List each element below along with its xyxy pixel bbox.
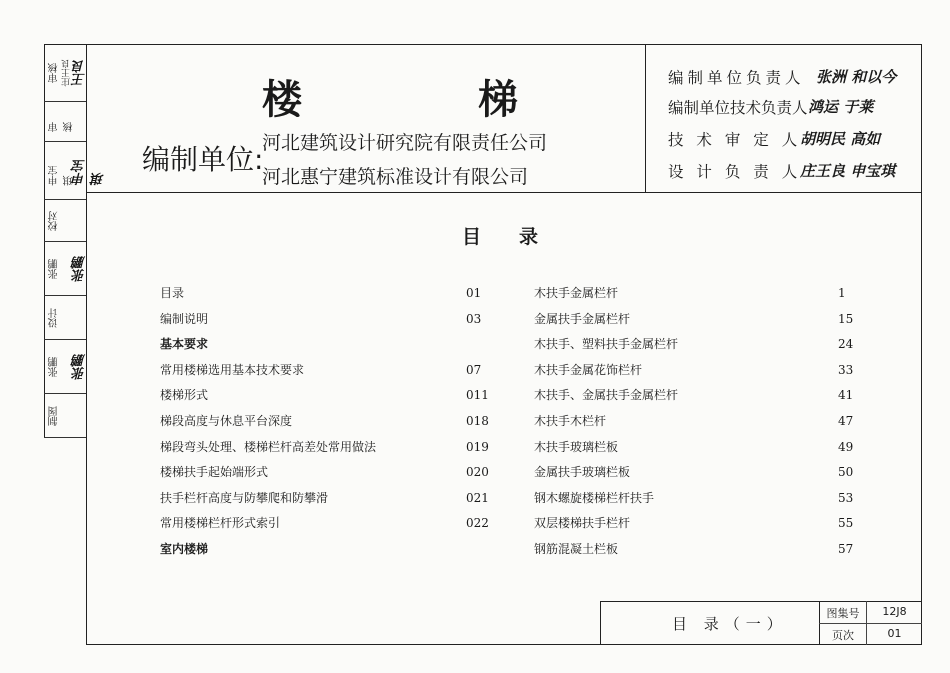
toc-right-title[interactable]: 金属扶手玻璃栏板 <box>534 465 631 480</box>
atlas-label: 图集号 <box>826 607 860 620</box>
strip-role-label: 审核 <box>49 121 75 132</box>
strip-cell-3 <box>44 200 86 242</box>
toc-left-page: 022 <box>466 516 489 531</box>
toc-right-page: 57 <box>838 542 854 556</box>
toc-left-title[interactable]: 梯段弯头处理、楼梯栏杆高差处常用做法 <box>160 439 377 454</box>
toc-left-page: 021 <box>466 490 489 505</box>
toc-left-title[interactable]: 楼梯形式 <box>160 388 209 403</box>
strip-cell-4 <box>44 242 86 296</box>
toc-left-title[interactable]: 编制说明 <box>160 311 209 326</box>
toc-left-title[interactable]: 梯段高度与休息平台深度 <box>160 414 293 428</box>
strip-cell-6 <box>44 340 86 394</box>
page-label: 页次 <box>832 629 854 642</box>
toc-right-page: 50 <box>838 465 854 480</box>
toc-left-title[interactable]: 常用楼梯栏杆形式索引 <box>160 516 281 531</box>
toc-right-page: 1 <box>838 286 846 300</box>
strip-role-label: 校对 <box>49 210 60 231</box>
strip-person-name: 庄王良 <box>62 59 72 86</box>
footer-title: 目 录（一） <box>672 615 788 633</box>
toc-right-page: 33 <box>838 362 854 377</box>
page-value: 01 <box>887 627 902 640</box>
toc-left-title[interactable]: 室内楼梯 <box>160 542 209 556</box>
toc-left-title[interactable]: 楼梯扶手起始端形式 <box>160 465 269 480</box>
resp-sign-2: 胡明民 高如 <box>800 130 881 148</box>
toc-right-title[interactable]: 钢筋混凝土栏板 <box>534 542 619 556</box>
strip-cell-0 <box>44 44 86 102</box>
resp-role-3: 设 计 负 责 人 <box>668 163 802 181</box>
strip-signature: 张鹏 <box>73 255 88 282</box>
strip-signature: 申宝琪 <box>73 158 107 185</box>
toc-right-title[interactable]: 木扶手、金属扶手金属栏杆 <box>534 388 679 403</box>
toc-left-page: 03 <box>466 311 482 326</box>
title-char-left: 楼 <box>262 77 302 123</box>
toc-right-page: 47 <box>838 414 854 428</box>
toc-left-page: 011 <box>466 388 489 403</box>
toc-heading: 目 录 <box>462 226 539 248</box>
unit-label: 编制单位: <box>142 143 264 176</box>
toc-right-page: 24 <box>838 337 854 352</box>
header-vdivider <box>645 44 646 192</box>
strip-cell-1 <box>44 102 86 142</box>
toc-right-page: 41 <box>838 388 854 403</box>
strip-role-label: 制图 <box>49 405 60 426</box>
strip-signature: 张鹏 <box>73 353 88 380</box>
resp-sign-3: 庄王良 申宝琪 <box>800 162 896 180</box>
strip-role-label: 申宝琪 <box>49 164 75 185</box>
resp-sign-1: 鸿运 于莱 <box>808 98 874 116</box>
title-block-hdivider <box>819 623 922 624</box>
toc-left-title[interactable]: 扶手栏杆高度与防攀爬和防攀滑 <box>160 490 329 505</box>
resp-role-2: 技 术 审 定 人 <box>668 131 802 149</box>
strip-role-label: 审核 <box>49 62 60 83</box>
unit-name-1: 河北建筑设计研究院有限责任公司 <box>262 132 548 154</box>
toc-left-page: 01 <box>466 286 482 300</box>
toc-right-page: 53 <box>838 490 854 505</box>
strip-signature: 王良 <box>73 59 88 86</box>
toc-left-page: 019 <box>466 439 489 454</box>
header-divider <box>86 192 922 193</box>
toc-right-page: 49 <box>838 439 854 454</box>
resp-role-1: 编制单位技术负责人 <box>668 99 808 117</box>
toc-left-title[interactable]: 常用楼梯选用基本技术要求 <box>160 362 305 377</box>
unit-name-2: 河北惠宁建筑标准设计有限公司 <box>262 166 529 188</box>
title-char-right: 梯 <box>478 77 518 123</box>
toc-left-page: 07 <box>466 362 482 377</box>
resp-role-0: 编制单位负责人 <box>668 69 805 87</box>
strip-cell-7 <box>44 394 86 438</box>
toc-right-title[interactable]: 双层楼梯扶手栏杆 <box>534 516 631 531</box>
strip-role-label: 张鹏 <box>49 258 60 279</box>
toc-right-title[interactable]: 木扶手木栏杆 <box>534 414 607 428</box>
toc-right-title[interactable]: 钢木螺旋楼梯栏杆扶手 <box>534 490 655 505</box>
toc-right-title[interactable]: 木扶手玻璃栏板 <box>534 439 619 454</box>
strip-cell-5 <box>44 296 86 340</box>
resp-sign-0: 张洲 和以今 <box>816 68 897 86</box>
toc-left-title[interactable]: 目录 <box>160 286 185 300</box>
toc-left-page: 018 <box>466 414 489 428</box>
toc-left-page: 020 <box>466 465 489 480</box>
toc-right-title[interactable]: 木扶手金属栏杆 <box>534 286 619 300</box>
strip-role-label: 设计 <box>49 307 60 328</box>
strip-cell-2 <box>44 142 107 200</box>
toc-left-title[interactable]: 基本要求 <box>160 337 209 352</box>
toc-right-page: 15 <box>838 311 854 326</box>
toc-right-page: 55 <box>838 516 854 531</box>
toc-right-title[interactable]: 金属扶手金属栏杆 <box>534 311 631 326</box>
atlas-value: 12J8 <box>882 605 907 618</box>
strip-role-label: 张鹏 <box>49 356 60 377</box>
toc-right-title[interactable]: 木扶手、塑料扶手金属栏杆 <box>534 337 679 352</box>
toc-right-title[interactable]: 木扶手金属花饰栏杆 <box>534 362 643 377</box>
